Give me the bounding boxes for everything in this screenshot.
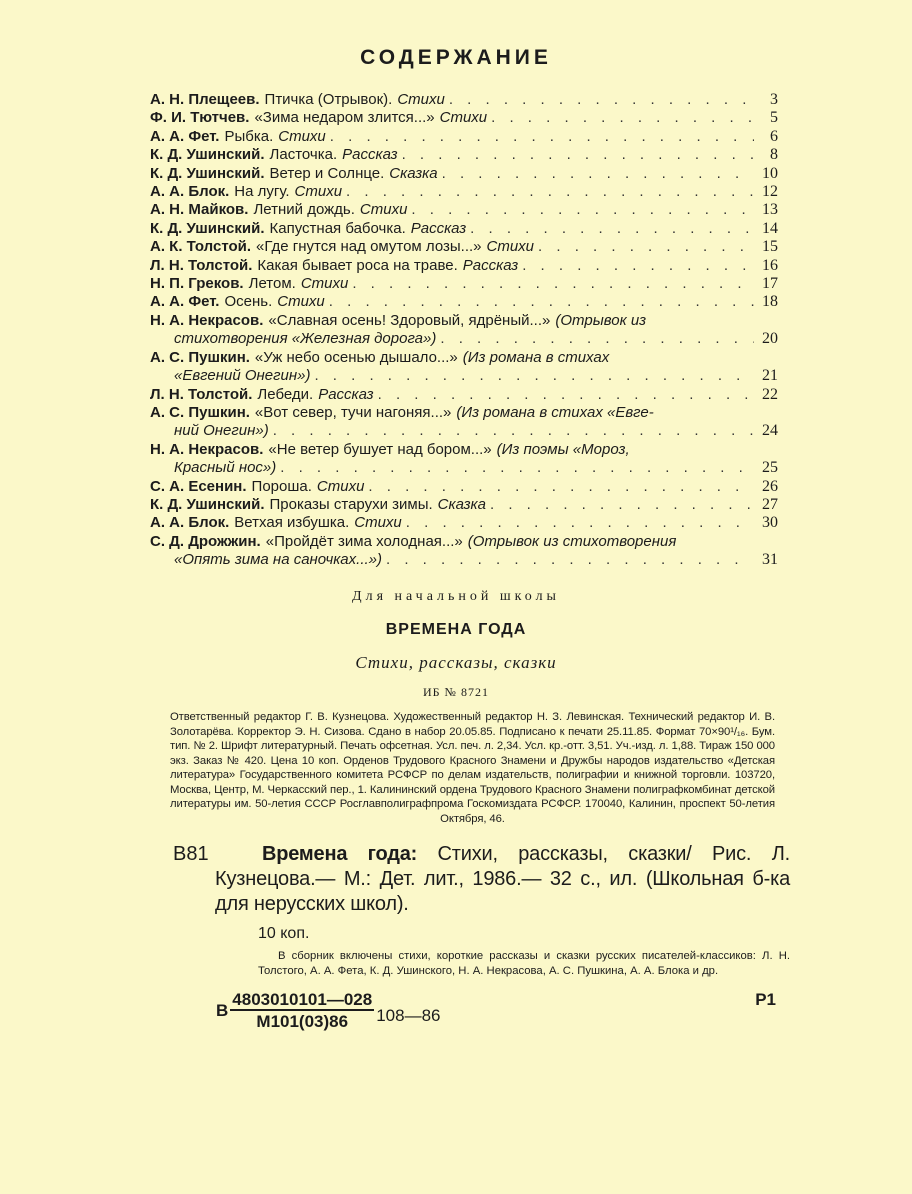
toc-entry-line <box>150 478 778 496</box>
entry-title: Ласточка. <box>269 146 338 164</box>
dot-leader <box>491 109 754 127</box>
catalog-card <box>173 842 790 978</box>
toc-entry-line <box>150 422 778 440</box>
entry-page-number: 15 <box>762 238 778 256</box>
entry-author: Н. А. Некрасов. <box>150 311 264 329</box>
entry-title: «Вот север, тучи нагоняя...» <box>254 403 452 421</box>
entry-continuation: Красный нос») <box>174 459 277 477</box>
toc-entry <box>150 496 778 514</box>
entry-genre: Рассказ <box>342 146 398 164</box>
entry-title: Летний дождь. <box>253 201 355 219</box>
entry-author: К. Д. Ушинский. <box>150 219 265 237</box>
entry-author: А. А. Блок. <box>150 183 230 201</box>
toc-entry-line <box>150 165 778 183</box>
entry-title: «Не ветер бушует над бором...» <box>268 440 492 458</box>
toc-entry <box>150 220 778 238</box>
entry-page-number: 24 <box>762 422 778 440</box>
entry-page-number: 12 <box>762 183 778 201</box>
dot-leader <box>449 91 754 109</box>
entry-title: Птичка (Отрывок). <box>264 91 393 108</box>
dot-leader <box>411 201 754 219</box>
toc-entry-line <box>150 330 778 348</box>
entry-author: А. Н. Плещеев. <box>150 91 260 108</box>
entry-genre: (Из романа в стихах «Евге- <box>456 403 654 421</box>
toc-entry <box>150 293 778 311</box>
toc-entry <box>150 349 778 386</box>
entry-title: Лебеди. <box>257 385 314 403</box>
entry-author: А. К. Толстой. <box>150 238 252 256</box>
dot-leader <box>440 330 754 348</box>
dot-leader <box>442 165 754 183</box>
toc-entry-line <box>150 91 778 109</box>
entry-title: Капустная бабочка. <box>269 219 406 237</box>
entry-title: Проказы старухи зимы. <box>269 495 433 513</box>
entry-author: Л. Н. Толстой. <box>150 256 253 274</box>
toc-heading: СОДЕРЖАНИЕ <box>360 46 552 69</box>
entry-page-number: 27 <box>762 495 778 513</box>
dot-leader <box>406 514 754 532</box>
rubric-code: Р1 <box>755 990 776 1009</box>
toc-entry-line <box>150 496 778 514</box>
bbk-index: В81 <box>173 843 209 865</box>
entry-genre: Стихи <box>486 238 535 256</box>
entry-title: Ветер и Солнце. <box>269 164 385 182</box>
entry-page-number: 14 <box>762 219 778 237</box>
code-suffix: 108—86 <box>376 1006 441 1025</box>
code-numerator: 4803010101—028 <box>232 990 373 1009</box>
dot-leader <box>538 238 754 256</box>
catalog-code <box>216 990 440 1032</box>
entry-genre: Сказка <box>437 495 486 513</box>
entry-author: А. Н. Майков. <box>150 201 249 219</box>
dot-leader <box>522 257 754 275</box>
entry-genre: Стихи <box>359 201 408 219</box>
entry-title: «Где гнутся над омутом лозы...» <box>256 238 482 256</box>
biblio-heading: Времена года: <box>262 843 418 865</box>
entry-page-number: 25 <box>762 459 778 477</box>
toc-entry-line <box>150 312 778 330</box>
entry-page-number: 16 <box>762 256 778 274</box>
toc-entry <box>150 91 778 109</box>
entry-genre: Рассказ <box>318 385 374 403</box>
dot-leader <box>378 386 754 404</box>
biblio-description: Стихи, рассказы, сказки/ Рис. Л. Кузнецова.— М.: Дет. лит., 1986.— 32 с., ил. (Школьная б-ка для нерусских школ). <box>215 843 790 915</box>
dot-leader <box>402 146 754 164</box>
entry-genre: Стихи <box>277 293 325 311</box>
entry-title: Осень. <box>224 293 273 311</box>
toc-entry-line <box>150 533 778 551</box>
dot-leader <box>280 459 754 477</box>
toc-entry <box>150 404 778 441</box>
entry-continuation: «Опять зима на саночках...») <box>174 551 382 569</box>
entry-title: Пороша. <box>251 477 312 495</box>
code-fraction <box>230 990 374 1032</box>
dot-leader <box>314 367 754 385</box>
entry-author: А. А. Фет. <box>150 293 220 311</box>
entry-author: А. А. Фет. <box>150 127 220 145</box>
toc-entry-line <box>150 257 778 275</box>
dot-leader <box>273 422 754 440</box>
toc-entry <box>150 514 778 532</box>
toc-entry-line <box>150 201 778 219</box>
dot-leader <box>330 128 754 146</box>
entry-page-number: 17 <box>762 275 778 293</box>
dot-leader <box>352 275 754 293</box>
entry-continuation: ний Онегин») <box>174 422 269 440</box>
code-prefix: В <box>216 1001 229 1020</box>
toc-entry-line <box>150 128 778 146</box>
entry-page-number: 3 <box>770 91 778 108</box>
toc-entry <box>150 312 778 349</box>
toc-entry <box>150 238 778 256</box>
catalog-code-row <box>216 990 790 1032</box>
dot-leader <box>346 183 754 201</box>
entry-page-number: 30 <box>762 514 778 532</box>
entry-page-number: 6 <box>770 127 778 145</box>
catalog-body <box>215 842 790 978</box>
toc-entry-line <box>150 459 778 477</box>
entry-author: К. Д. Ушинский. <box>150 164 265 182</box>
entry-genre: (Отрывок из <box>555 311 647 329</box>
entry-page-number: 21 <box>762 367 778 385</box>
toc-entry-line <box>150 238 778 256</box>
book-title: ВРЕМЕНА ГОДА <box>385 621 527 638</box>
entry-page-number: 13 <box>762 201 778 219</box>
entry-genre: Стихи <box>300 275 349 293</box>
entry-page-number: 22 <box>762 385 778 403</box>
entry-genre: Стихи <box>397 91 445 108</box>
entry-genre: (Из поэмы «Мороз, <box>496 440 630 458</box>
entry-author: А. А. Блок. <box>150 514 230 532</box>
ib-number: ИБ № 8721 <box>422 685 489 699</box>
entry-author: А. С. Пушкин. <box>150 348 250 366</box>
entry-genre: (Из романа в стихах <box>462 348 610 366</box>
entry-author: Н. А. Некрасов. <box>150 440 264 458</box>
bibliographic-record <box>215 842 790 917</box>
series-label: Для начальной школы <box>352 589 560 604</box>
book-subtitle: Стихи, рассказы, сказки <box>355 653 557 672</box>
entry-author: К. Д. Ушинский. <box>150 495 265 513</box>
entry-page-number: 26 <box>762 477 778 495</box>
toc-entry-line <box>150 109 778 127</box>
toc-entry <box>150 257 778 275</box>
entry-title: «Славная осень! Здоровый, ядрёный...» <box>268 311 551 329</box>
entry-author: Ф. И. Тютчев. <box>150 109 250 127</box>
entry-page-number: 5 <box>770 109 778 127</box>
entry-genre: Стихи <box>354 514 402 532</box>
toc-entry <box>150 146 778 164</box>
dot-leader <box>490 496 754 514</box>
entry-author: Н. П. Греков. <box>150 275 244 293</box>
entry-continuation: «Евгений Онегин») <box>174 367 311 385</box>
toc-entry <box>150 201 778 219</box>
entry-page-number: 31 <box>762 551 778 569</box>
entry-page-number: 8 <box>770 146 778 164</box>
entry-title: Летом. <box>248 275 296 293</box>
entry-page-number: 18 <box>762 293 778 311</box>
entry-genre: Стихи <box>439 109 488 127</box>
entry-genre: Стихи <box>316 477 365 495</box>
dot-leader <box>368 478 754 496</box>
toc-entry <box>150 128 778 146</box>
entry-author: А. С. Пушкин. <box>150 403 250 421</box>
toc-entry-line <box>150 514 778 532</box>
toc-entry <box>150 478 778 496</box>
entry-genre: Сказка <box>389 164 438 182</box>
dot-leader <box>386 551 754 569</box>
code-denominator: М101(03)86 <box>256 1012 349 1031</box>
entry-genre: Стихи <box>278 127 326 145</box>
toc-entry <box>150 533 778 570</box>
entry-author: К. Д. Ушинский. <box>150 146 265 164</box>
entry-page-number: 20 <box>762 330 778 348</box>
entry-author: С. Д. Дрожжин. <box>150 532 261 550</box>
toc-entry-line <box>150 275 778 293</box>
toc-entry <box>150 183 778 201</box>
toc-entry-line <box>150 404 778 422</box>
toc-entry-line <box>150 349 778 367</box>
toc-entry <box>150 386 778 404</box>
entry-continuation: стихотворения «Железная дорога») <box>174 330 437 348</box>
toc-entry-line <box>150 220 778 238</box>
entry-title: «Пройдёт зима холодная...» <box>265 532 463 550</box>
toc-entry-line <box>150 441 778 459</box>
entry-genre: Рассказ <box>410 219 467 237</box>
entry-title: Рыбка. <box>224 127 274 145</box>
toc-entry-line <box>150 386 778 404</box>
entry-page-number: 10 <box>762 164 778 182</box>
toc-entry-line <box>150 551 778 569</box>
toc-entry-line <box>150 293 778 311</box>
toc-entry-line <box>150 183 778 201</box>
colophon-and-catalog <box>0 588 912 1032</box>
entry-title: Ветхая избушка. <box>234 514 350 532</box>
dot-leader <box>470 220 754 238</box>
dot-leader <box>329 293 754 311</box>
imprint-text: Ответственный редактор Г. В. Кузнецова. Художественный редактор Н. З. Левинская. Технический редактор И. В. Золотарёва. Корректор Э. Н. Сизова. Сдано в набор 20.05.85. Подписано к печати 25.11.85. Формат 70×90¹/₁₆. Бум. тип. № 2. Шрифт литературный. Печать офсетная. Усл. печ. л. 2,34. Усл. кр.-отт. 3,51. Уч.-изд. л. 1,88. Тираж 150 000 экз. Заказ № 420. Цена 10 коп. Орденов Трудового Красного Знамени и Дружбы народов издательство «Детская литература» Государственного комитета РСФСР по делам издательств, полиграфии и книжной торговли. 103720, Москва, Центр, М. Черкасский пер., 1. Калининский ордена Трудового Красного Знамени полиграфкомбинат детской литературы им. 50-летия СССР Росглавполиграфпрома Госкомиздата РСФСР. 170040, Калинин, проспект 50-летия Октября, 46. <box>170 711 775 825</box>
entry-title: «Уж небо осенью дышало...» <box>254 348 458 366</box>
toc-entry <box>150 109 778 127</box>
entry-genre: (Отрывок из стихотворения <box>467 532 677 550</box>
toc-entry <box>150 441 778 478</box>
entry-title: На лугу. <box>234 183 290 201</box>
entry-author: Л. Н. Толстой. <box>150 385 253 403</box>
toc-entry-line <box>150 146 778 164</box>
toc-entry-line <box>150 367 778 385</box>
annotation: В сборник включены стихи, короткие рассказы и сказки русских писателей-классиков: Л. Н. Толстого, А. А. Фета, К. Д. Ушинского, Н. А. Некрасова, А. С. Пушкина, А. А. Блока и др. <box>258 950 790 977</box>
entry-genre: Рассказ <box>462 256 519 274</box>
entry-genre: Стихи <box>294 183 343 201</box>
table-of-contents <box>150 91 778 570</box>
entry-title: Какая бывает роса на траве. <box>257 256 458 274</box>
toc-entry <box>150 165 778 183</box>
price: 10 коп. <box>258 925 310 942</box>
entry-author: С. А. Есенин. <box>150 477 247 495</box>
entry-title: «Зима недаром злится...» <box>254 109 435 127</box>
toc-entry <box>150 275 778 293</box>
